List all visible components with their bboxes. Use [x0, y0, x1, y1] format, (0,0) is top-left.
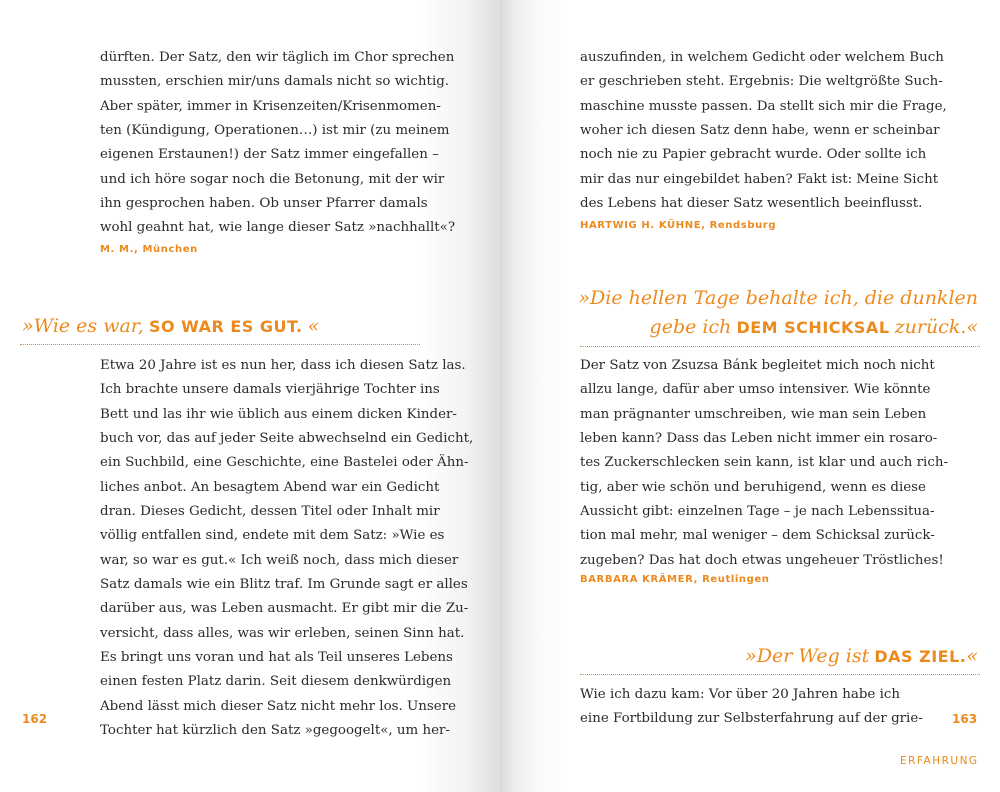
open-quote-mark: » [745, 645, 757, 667]
page-number-left: 162 [22, 712, 48, 726]
text-line: und ich höre sogar noch die Betonung, mit der wir [100, 171, 445, 187]
left-top-author: M. M., München [100, 244, 198, 255]
right-heading-2 [745, 642, 978, 671]
heading-bold: DAS ZIEL. [874, 647, 967, 666]
text-line: allzu lange, dafür aber umso intensiver. Wie könnte [580, 382, 931, 398]
text-line: man prägnanter umschreiben, wie man sein Leben [580, 406, 927, 422]
text-line: tes Zuckerschlecken sein kann, ist klar und auch rich- [580, 455, 948, 471]
heading-italic: zurück. [894, 316, 967, 338]
text-line: mir das nur eingebildet haben? Fakt ist: Meine Sicht [580, 171, 939, 187]
heading-bold: DEM SCHICKSAL [736, 318, 890, 337]
heading-italic: Wie es war, [33, 315, 144, 337]
heading-bold: SO WAR ES GUT. [148, 317, 303, 336]
text-line: leben kann? Dass das Leben nicht immer ein rosaro- [580, 431, 938, 447]
text-line: des Lebens hat dieser Satz wesentlich beeinflusst. [580, 196, 923, 212]
close-quote-mark: « [966, 316, 978, 338]
section-label: ERFAHRUNG [900, 755, 979, 767]
text-line: völlig entfallen sind, endete mit dem Satz: »Wie es [100, 528, 445, 544]
text-line: Wie ich dazu kam: Vor über 20 Jahren habe ich [580, 687, 900, 702]
right-middle-paragraph [580, 354, 948, 573]
open-quote-mark: » [22, 315, 34, 337]
text-line: tion mal mehr, mal weniger – dem Schicksal zurück- [580, 528, 935, 544]
text-line: woher ich diesen Satz denn habe, wenn er scheinbar [580, 123, 940, 139]
text-line: eine Fortbildung zur Selbsterfahrung auf der grie- [580, 711, 923, 727]
right-middle-author: BARBARA KRÄMER, Reutlingen [580, 574, 770, 585]
text-line: war, so war es gut.« Ich weiß noch, dass mich dieser [100, 552, 459, 568]
close-quote-mark: « [307, 315, 320, 337]
text-line: liches anbot. An besagtem Abend war ein Gedicht [100, 479, 440, 495]
text-line: Satz damals wie ein Blitz traf. Im Grunde sagt er alles [100, 577, 468, 593]
text-line: Aussicht gibt: einzelnen Tage – je nach Lebenssitua- [580, 504, 935, 520]
heading-italic: gebe ich [649, 316, 732, 338]
text-line: ten (Kündigung, Operationen…) ist mir (zu meinem [100, 123, 450, 139]
text-line: ein Suchbild, eine Geschichte, eine Bastelei oder Ähn- [100, 455, 469, 471]
text-line: zugeben? Das hat doch etwas ungeheuer Tröstliches! [580, 552, 944, 568]
left-body-paragraph [100, 354, 474, 744]
text-line: er geschrieben steht. Ergebnis: Die weltgrößte Such- [580, 74, 943, 90]
right-page [500, 0, 1000, 792]
text-line: Ich brachte unsere damals vierjährige Tochter ins [100, 382, 440, 398]
text-line: auszufinden, in welchem Gedicht oder welchem Buch [580, 50, 944, 65]
left-top-paragraph [100, 46, 456, 241]
text-line: Es bringt uns voran und hat als Teil unseres Lebens [100, 650, 453, 666]
right-heading-1-rule [580, 346, 980, 347]
heading-italic: Der Weg ist [756, 645, 870, 667]
text-line: buch vor, das auf jeder Seite abwechselnd ein Gedicht, [100, 431, 474, 447]
text-line: Etwa 20 Jahre ist es nun her, dass ich diesen Satz las. [100, 358, 466, 373]
text-line: dran. Dieses Gedicht, dessen Titel oder Inhalt mir [100, 504, 440, 520]
text-line: mussten, erschien mir/uns damals nicht so wichtig. [100, 74, 450, 90]
heading-italic: Die hellen Tage behalte ich, die dunklen [590, 287, 978, 309]
text-line: einen festen Platz darin. Seit diesem denkwürdigen [100, 674, 452, 690]
text-line: Der Satz von Zsuzsa Bánk begleitet mich noch nicht [580, 358, 935, 373]
text-line: Bett und las ihr wie üblich aus einem dicken Kinder- [100, 406, 457, 422]
text-line: versicht, dass alles, was wir erleben, seinen Sinn hat. [100, 625, 465, 641]
text-line: ihn gesprochen haben. Ob unser Pfarrer damals [100, 196, 428, 212]
text-line: noch nie zu Papier gebracht wurde. Oder sollte ich [580, 147, 927, 163]
close-quote-mark: « [966, 645, 978, 667]
open-quote-mark: » [578, 287, 591, 309]
text-line: Abend lässt mich dieser Satz nicht mehr los. Unsere [100, 698, 457, 714]
right-bottom-paragraph [580, 683, 923, 732]
text-line: Aber später, immer in Krisenzeiten/Krisenmomen- [100, 98, 441, 114]
text-line: eigenen Erstaunen!) der Satz immer eingefallen – [100, 147, 439, 163]
right-top-author: HARTWIG H. KÜHNE, Rendsburg [580, 220, 777, 231]
right-top-paragraph [580, 46, 947, 216]
text-line: maschine musste passen. Da stellt sich mir die Frage, [580, 98, 947, 114]
heading-line-2 [578, 313, 978, 342]
page-number-right: 163 [952, 712, 978, 726]
text-line: Tochter hat kürzlich den Satz »gegoogelt«, um her- [100, 723, 450, 739]
right-heading-2-rule [580, 674, 980, 675]
heading-line-1 [578, 284, 978, 313]
text-line: wohl geahnt hat, wie lange dieser Satz »nachhallt«? [100, 220, 456, 236]
text-line: dürften. Der Satz, den wir täglich im Chor sprechen [100, 50, 455, 65]
left-heading [22, 312, 319, 341]
left-heading-rule [20, 344, 420, 345]
text-line: tig, aber wie schön und beruhigend, wenn es diese [580, 479, 926, 495]
text-line: darüber aus, was Leben ausmacht. Er gibt mir die Zu- [100, 601, 469, 617]
right-heading-1 [578, 284, 978, 342]
